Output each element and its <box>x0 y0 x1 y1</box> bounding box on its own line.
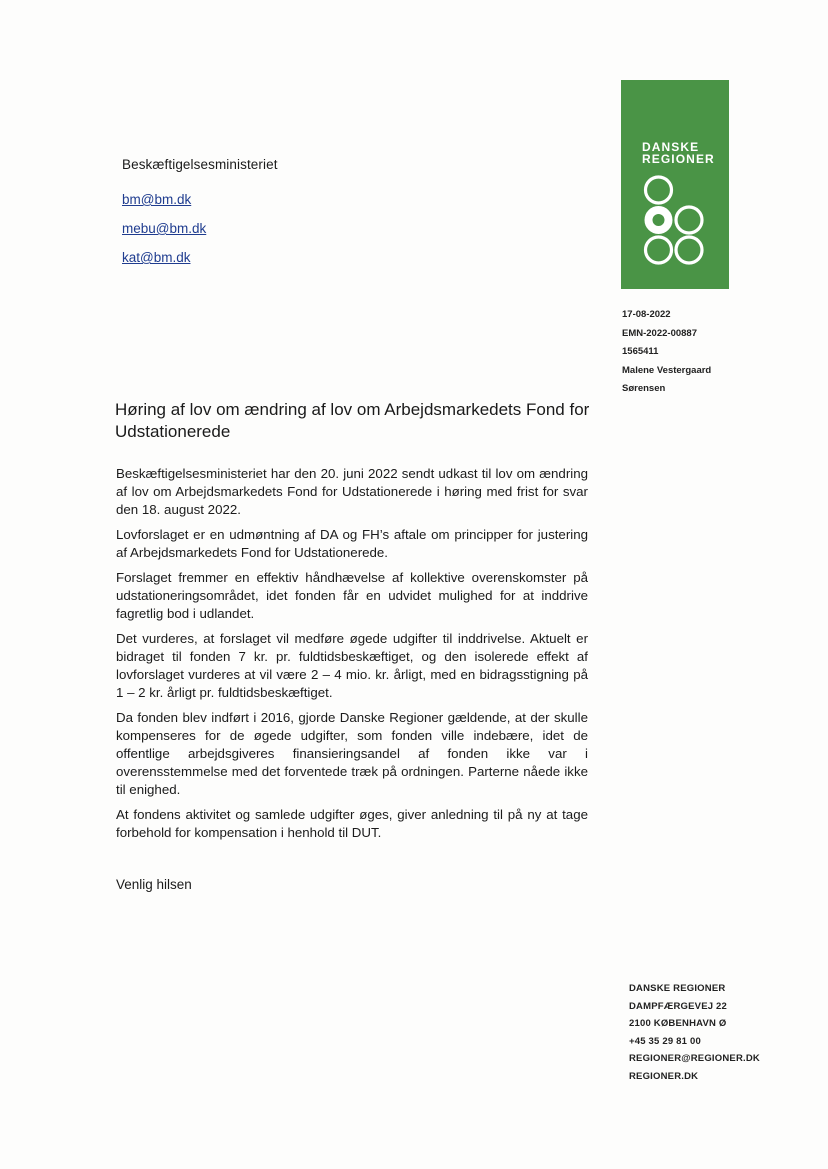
address-street: DAMPFÆRGEVEJ 22 <box>629 1000 728 1012</box>
meta-document-number: 1565411 <box>622 346 659 357</box>
paragraph-3: Forslaget fremmer en effektiv håndhævelse af kollektive overenskomster på udstationeringsområdet, idet fonden får en udvidet mulighed for at inddrive fagretlig bod i udlandet. <box>116 570 588 621</box>
address-phone: +45 35 29 81 00 <box>629 1035 701 1047</box>
address-city: 2100 KØBENHAVN Ø <box>629 1018 727 1030</box>
logo-text-line1: DANSKE <box>642 140 700 154</box>
meta-author-line2: Sørensen <box>622 383 666 394</box>
recipient-name: Beskæftigelsesministeriet <box>122 157 278 172</box>
address-web: REGIONER.DK <box>629 1070 699 1082</box>
recipient-block <box>122 157 422 279</box>
address-org: DANSKE REGIONER <box>629 983 726 994</box>
logo-circles-icon <box>621 80 729 289</box>
letter-title: Høring af lov om ændring af lov om Arbejdsmarkedets Fond for Udstationerede <box>115 400 590 441</box>
closing-salutation: Venlig hilsen <box>116 877 192 892</box>
paragraph-5: Da fonden blev indført i 2016, gjorde Danske Regioner gældende, at der skulle kompenseres for de øgede udgifter, som fonden ville indebære, idet de offentlige arbejdsgiveres finansieringsandel af fonden ikke var i overensstemmelse med det forventede træk på ordningen. Parterne nåede ikke til enighed. <box>116 710 588 797</box>
paragraph-6: At fondens aktivitet og samlede udgifter øges, giver anledning til på ny at tage forbehold for kompensation i henhold til DUT. <box>116 807 588 840</box>
meta-case-number: EMN-2022-00887 <box>622 327 697 339</box>
paragraph-4: Det vurderes, at forslaget vil medføre øgede udgifter til inddrivelse. Aktuelt er bidraget til fonden 7 kr. pr. fuldtidsbeskæftiget, og den isolerede effekt af lovforslaget vurderes at vil være 2 – 4 mio. kr. årligt, med en bidragsstigning på 1 – 2 kr. årligt pr. fuldtidsbeskæftiget. <box>116 631 588 700</box>
meta-date: 17-08-2022 <box>622 309 671 320</box>
logo-text-line2: REGIONER <box>642 152 715 166</box>
email-link-kat[interactable]: kat@bm.dk <box>122 250 191 265</box>
danske-regioner-logo <box>621 80 729 289</box>
email-link-mebu[interactable]: mebu@bm.dk <box>122 221 207 236</box>
address-email: REGIONER@REGIONER.DK <box>629 1053 760 1065</box>
sender-address <box>629 980 760 1086</box>
document-meta <box>622 306 711 399</box>
email-link-bm[interactable]: bm@bm.dk <box>122 192 192 207</box>
letter-body <box>116 465 588 849</box>
meta-author-line1: Malene Vestergaard <box>622 364 712 376</box>
paragraph-2: Lovforslaget er en udmøntning af DA og FH’s aftale om principper for justering af Arbejdsmarkedets Fond for Udstationerede. <box>116 527 588 560</box>
paragraph-1: Beskæftigelsesministeriet har den 20. juni 2022 sendt udkast til lov om ændring af lov om Arbejdsmarkedets Fond for Udstationerede i høring med frist for svar den 18. august 2022. <box>116 466 588 517</box>
